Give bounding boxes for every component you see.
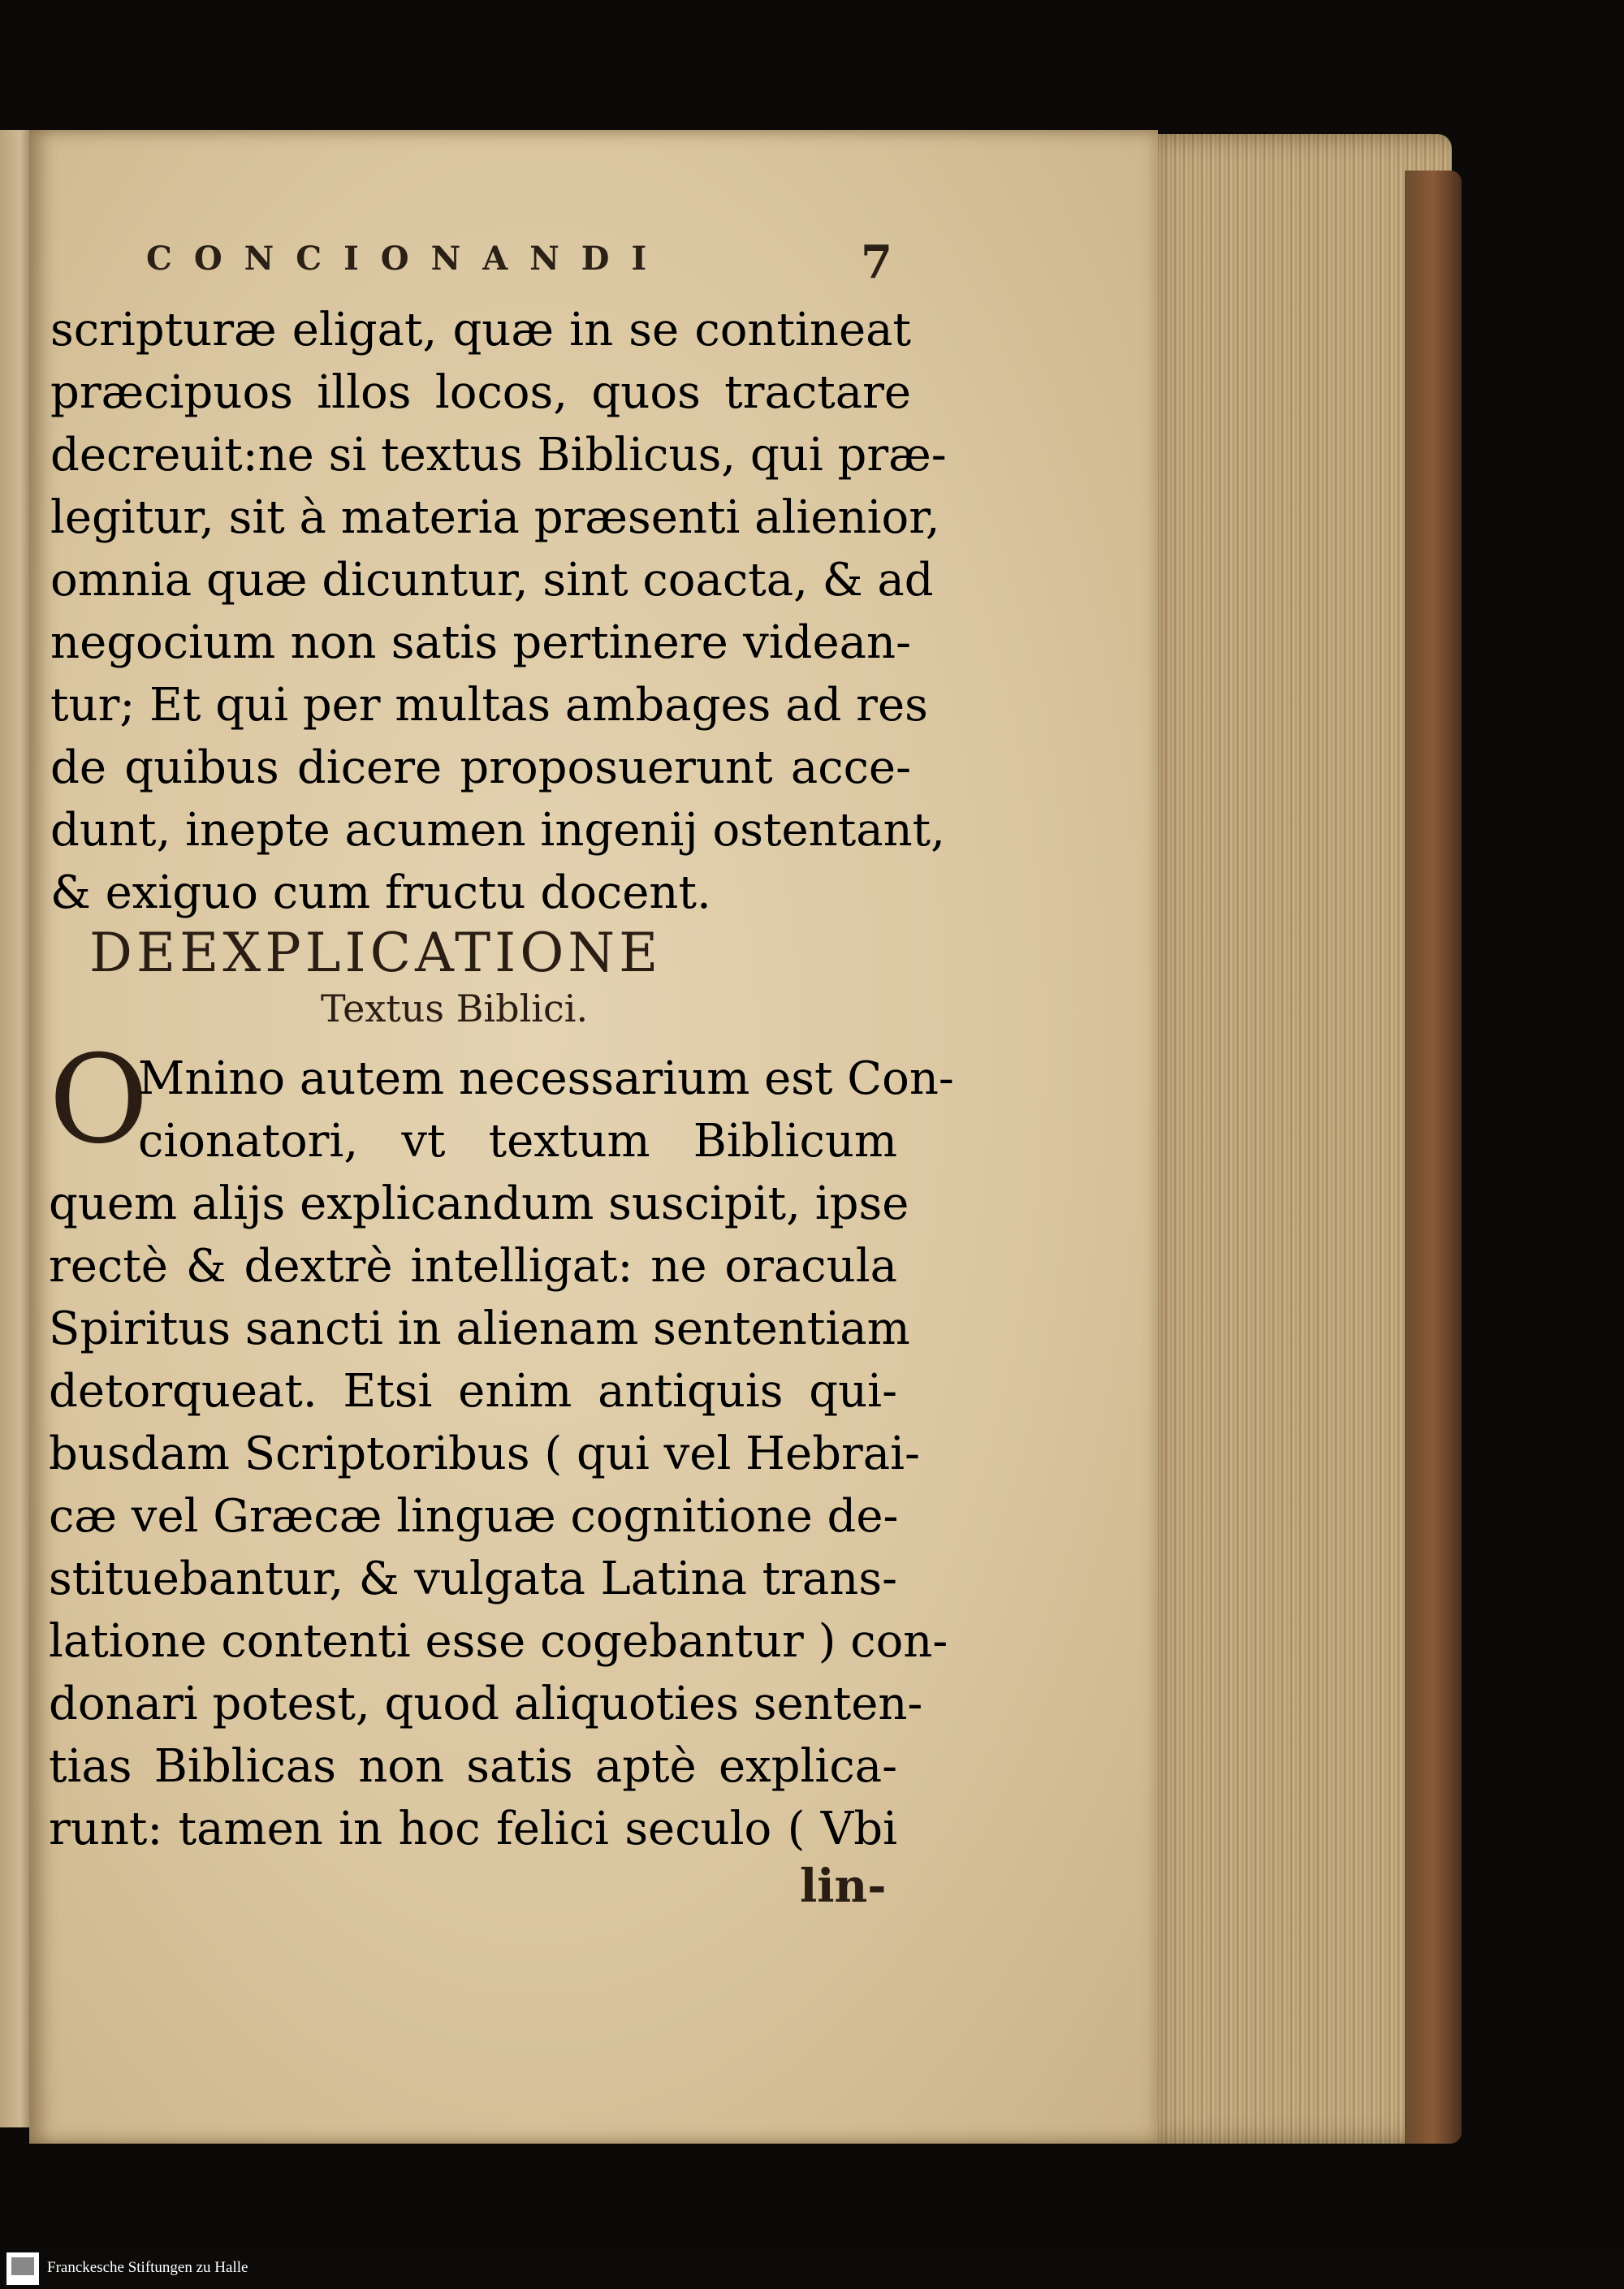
text-line: rectè & dextrè intelligat: ne oracula: [49, 1240, 897, 1293]
catchword: lin-: [800, 1859, 887, 1913]
text-line: cæ vel Græcæ linguæ cognitione de-: [49, 1490, 899, 1543]
text-block-bottom: [49, 1030, 954, 1860]
text-line: dunt, inepte acumen ingenij ostentant,: [50, 804, 945, 857]
text-line: donari potest, quod aliquoties senten-: [49, 1678, 923, 1730]
text-line: negocium non satis pertinere videan-: [50, 616, 911, 669]
footer-bar: [0, 2249, 1624, 2289]
text-line: scripturæ eligat, quæ in se contineat: [50, 304, 911, 356]
text-line: latione contenti esse cogebantur ) con-: [49, 1615, 948, 1668]
text-line: Mnino autem necessarium est Con-: [138, 1052, 954, 1105]
text-line: tias Biblicas non satis aptè explica-: [49, 1740, 897, 1793]
book-cover-edge: [1405, 171, 1462, 2144]
drop-capital: O: [49, 1030, 149, 1171]
logo-mark: [11, 2257, 34, 2275]
text-line: quem alijs explicandum suscipit, ipse: [49, 1177, 909, 1230]
text-line: legitur, sit à materia præsenti alienior,: [50, 491, 940, 544]
text-line: busdam Scriptoribus ( qui vel Hebrai-: [49, 1427, 920, 1480]
section-heading: DEEXPLICATIONE: [89, 922, 663, 984]
text-line: omnia quæ dicuntur, sint coacta, & ad: [50, 554, 934, 607]
institution-logo-icon: [6, 2252, 39, 2285]
section-subheading: Textus Biblici.: [321, 987, 589, 1030]
text-line: runt: tamen in hoc felici seculo ( Vbi: [49, 1803, 897, 1855]
running-head: CONCIONANDI: [146, 240, 669, 278]
text-line: de quibus dicere proposuerunt acce-: [50, 741, 911, 794]
text-line: præcipuos illos locos, quos tractare: [50, 366, 911, 419]
text-line: tur; Et qui per multas ambages ad res: [50, 679, 928, 732]
text-line: detorqueat. Etsi enim antiquis qui-: [49, 1365, 897, 1418]
text-line: decreuit:ne si textus Biblicus, qui præ-: [50, 429, 947, 482]
text-line: cionatori, vt textum Biblicum: [138, 1115, 897, 1168]
text-block-top: [50, 299, 947, 924]
institution-label: Franckesche Stiftungen zu Halle: [47, 2259, 248, 2276]
text-line: stituebantur, & vulgata Latina trans-: [49, 1553, 897, 1605]
page-number: 7: [861, 235, 892, 289]
text-line: & exiguo cum fructu docent.: [50, 866, 711, 919]
text-line: Spiritus sancti in alienam sententiam: [49, 1302, 910, 1355]
